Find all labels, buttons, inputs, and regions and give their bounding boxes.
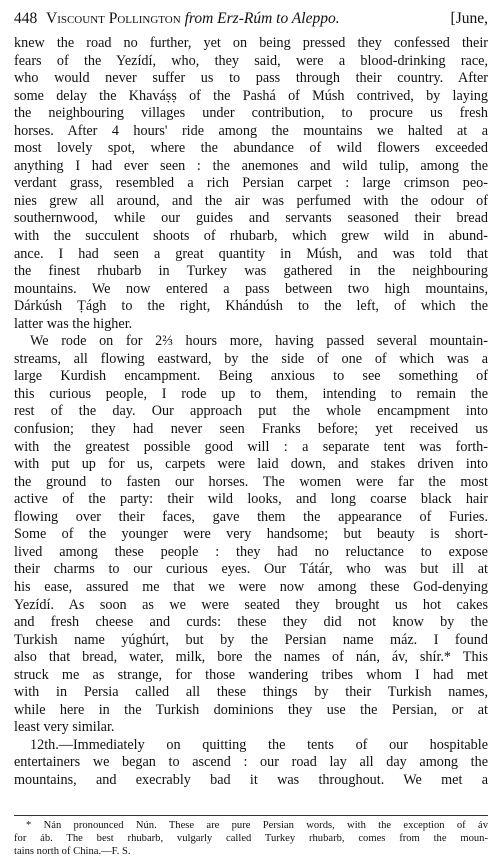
text-line: Dárkúsh Ṭágh to the right, Khándúsh to the left, of which the: [14, 298, 488, 315]
text-line: who would never suffer us to pass through their country. After: [14, 70, 488, 87]
text-line: entertainers we began to ascend : our road lay all day among the: [14, 754, 488, 771]
paragraph-end-line: latter was the higher.: [14, 315, 133, 332]
text-line: Yezídí. As soon as we were seated they brought us hot cakes: [14, 596, 488, 613]
footnote-line: * Nán pronounced Nún. These are pure Persian words, with the exception of áv: [26, 820, 488, 831]
text-line: with the greatest possible good will : a separate tent was forth-: [14, 438, 488, 455]
text-line: the neighbouring villages under contribution, to procure us fresh: [14, 105, 488, 122]
footnote: [14, 819, 488, 858]
paragraph-end-line: least very similar.: [14, 719, 115, 736]
paragraph-start-line: We rode on for 2⅔ hours more, having passed several mountain-: [30, 333, 488, 350]
text-line: some delay the Khaváṣṣ of the Pashá of Músh contrived, by laying: [14, 87, 488, 104]
text-line: fears of the Yezídí, who, they said, were a blood-drinking race,: [14, 52, 488, 69]
paragraph-start-line: 12th.—Immediately on quitting the tents of our hospitable: [30, 736, 488, 753]
text-line: lived among these people : they had no reluctance to expose: [14, 543, 488, 560]
running-title-author: Viscount Pollington: [46, 10, 181, 27]
text-line: knew the road no further, yet on being pressed they confessed their: [14, 35, 488, 51]
text-line: anything I had ever seen : the anemones and wild tulip, among the: [14, 157, 488, 174]
text-line: southernwood, while our guides and servants seasoned their bread: [14, 210, 488, 227]
running-title: [46, 8, 340, 30]
page-number: 448: [14, 10, 38, 27]
footnote-rule: [14, 815, 488, 816]
text-line: streams, all flowing eastward, by the side of one of which was a: [14, 350, 488, 367]
text-line: verdant grass, resembled a rich Persian carpet : large crimson peo-: [14, 175, 488, 192]
text-line: with put up for us, carpets were laid down, and stakes driven into: [14, 456, 488, 473]
text-line: Turkish name yúghúrt, but by the Persian name máz. I found: [14, 631, 488, 648]
text-line: struck me as strange, for those wandering tribes whom I had met: [14, 666, 488, 683]
text-line: his ease, assured me that we were now among these God-denying: [14, 578, 488, 595]
text-line: ance. I had seen a great quantity in Músh, and was told that: [14, 245, 488, 262]
text-line: with in Persia called all these things by their Turkish names,: [14, 684, 488, 701]
running-header-month: [June,: [450, 10, 488, 27]
footnote-line: tains north of China.—F. S.: [14, 846, 131, 857]
text-line: rest of the day. Our approach put the whole encampment into: [14, 403, 488, 420]
text-line: most lovely spot, where the abundance of wild flowers exceeded: [14, 140, 488, 157]
footnote-line: for áb. The best rhubarb, vulgarly called Turkey rhubarb, comes from the moun-: [14, 833, 488, 844]
running-header: [14, 8, 488, 30]
text-line: nies grew all around, and the air was perfumed with the odour of: [14, 192, 488, 209]
text-line: mountains. We now entered a pass between two high mountains,: [14, 280, 488, 297]
body-text: [14, 35, 488, 790]
text-line: the ground to fasten our horses. The women were far the most: [14, 473, 488, 490]
book-page: [14, 8, 488, 860]
text-line: also that bread, water, milk, bore the names of nán, áv, shír.* This: [14, 649, 488, 666]
text-line: this curious people, I rode up to them, intending to remain the: [14, 385, 488, 402]
text-line: active of the party: their wild looks, and long coarse black hair: [14, 491, 488, 508]
text-line: flowing over their faces, gave them the appearance of Furies.: [14, 508, 488, 525]
text-line: while here in the Turkish dominions they use the Persian, or at: [14, 701, 488, 718]
text-line: the finest rhubarb in Turkey was gathered in the neighbouring: [14, 263, 488, 280]
text-line: confusion; they had never seen Franks before; yet received us: [14, 421, 488, 438]
text-line: large Kurdish encampment. Being anxious to see something of: [14, 368, 488, 385]
text-line: Some of the younger were very handsome; but beauty is short-: [14, 526, 488, 543]
text-line: horses. After 4 hours' ride among the mountains we halted at a: [14, 122, 488, 139]
text-line: their charms to our curious eyes. Our Tátár, who was but ill at: [14, 561, 488, 578]
text-line: with the succulent shoots of rhubarb, which grew wild in abund-: [14, 228, 488, 245]
text-line: mountains, and execrably bad it was throughout. We met a: [14, 771, 488, 788]
text-line: and fresh cheese and curds: these they did not know by the: [14, 614, 488, 631]
running-title-route: from Erz-Rúm to Aleppo.: [184, 10, 340, 27]
